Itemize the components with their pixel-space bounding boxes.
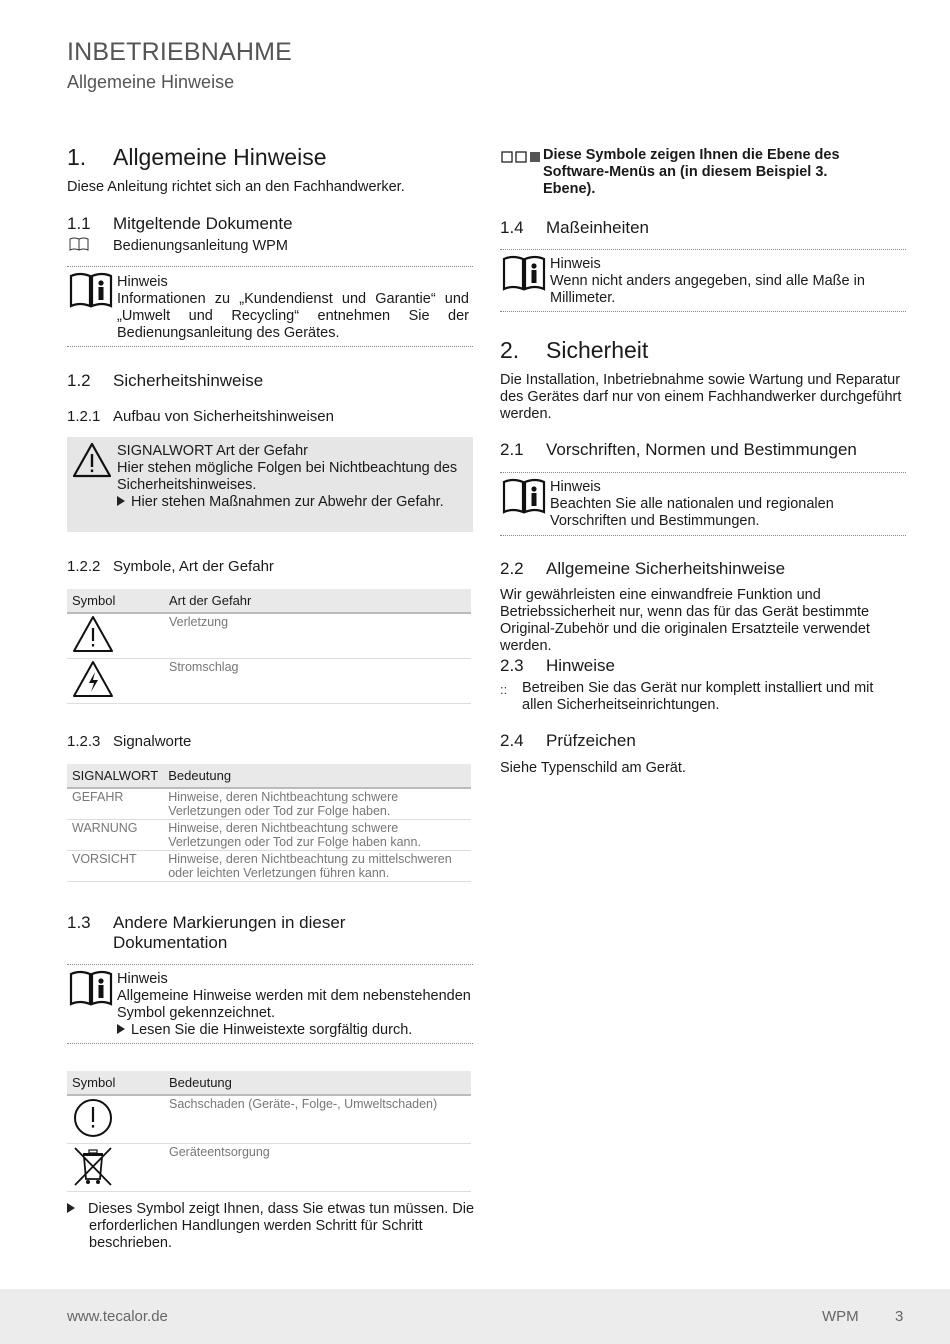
divider bbox=[500, 535, 906, 536]
section-2-heading bbox=[500, 337, 648, 364]
hint-box bbox=[67, 270, 473, 342]
divider bbox=[67, 346, 473, 347]
menu-level-note: Diese Symbole zeigen Ihnen die Ebene des Software-Menüs an (in diesem Beispiel 3. Ebene). bbox=[543, 147, 840, 197]
section-number: 2. bbox=[500, 337, 520, 363]
table-header: SIGNALWORT bbox=[67, 764, 163, 788]
exclamation-circle-icon bbox=[72, 1128, 114, 1142]
section-number: 1.2.2 bbox=[67, 558, 101, 575]
signal-meaning: Hinweise, deren Nichtbeachtung schwere Verletzungen oder Tod zur Folge haben kann. bbox=[163, 820, 471, 851]
section-number: 2.4 bbox=[500, 731, 524, 750]
info-book-icon bbox=[69, 970, 113, 1011]
action-arrow-icon bbox=[117, 1024, 125, 1034]
book-icon bbox=[69, 237, 89, 256]
symbol-meaning: Sachschaden (Geräte-, Folge-, Umweltschaden) bbox=[164, 1095, 471, 1144]
hint-box bbox=[500, 476, 906, 531]
section-2-1-heading bbox=[500, 440, 857, 460]
footer-url: www.tecalor.de bbox=[67, 1308, 168, 1325]
action-text: Hier stehen Maßnahmen zur Abwehr der Gefahr. bbox=[131, 494, 444, 510]
section-1-2-2-heading bbox=[67, 558, 274, 575]
table-row bbox=[67, 851, 471, 882]
info-book-icon bbox=[69, 272, 113, 313]
safety-warning-box bbox=[67, 437, 473, 532]
warning-triangle-icon bbox=[72, 442, 112, 483]
section-1-2-3-heading bbox=[67, 733, 191, 750]
section-2-text: Die Installation, Inbetriebnahme sowie Wartung und Reparatur des Gerätes darf nur von einem Fachhandwerker durchgeführt werden. bbox=[500, 372, 902, 422]
section-number: 2.1 bbox=[500, 440, 524, 459]
section-1-heading bbox=[67, 144, 327, 171]
action-arrow-icon bbox=[67, 1203, 75, 1213]
hint-text: Informationen zu „Kundendienst und Garantie“ und „Umwelt und Recycling“ entnehmen Sie der Bedienungsanleitung des Gerätes. bbox=[117, 291, 469, 341]
section-title: Vorschriften, Normen und Bestimmungen bbox=[546, 440, 857, 459]
section-number: 2.3 bbox=[500, 656, 524, 675]
section-number: 1. bbox=[67, 144, 87, 170]
table-header: Symbol bbox=[67, 1071, 164, 1095]
section-title: Andere Markierungen in dieser bbox=[113, 913, 346, 932]
section-title: Sicherheit bbox=[546, 337, 649, 363]
divider bbox=[500, 311, 906, 312]
info-book-icon bbox=[502, 478, 546, 519]
signal-word-table bbox=[67, 764, 471, 882]
page-footer bbox=[0, 1289, 950, 1344]
signal-word-line: SIGNALWORT Art der Gefahr bbox=[117, 443, 308, 459]
section-1-1-heading bbox=[67, 214, 293, 234]
electric-shock-icon bbox=[72, 687, 114, 701]
list-bullet-icon: :: bbox=[500, 682, 508, 697]
hint-text: Allgemeine Hinweise werden mit dem nebenstehenden Symbol gekennzeichnet. bbox=[117, 988, 471, 1021]
signal-word: GEFAHR bbox=[67, 788, 163, 820]
divider bbox=[67, 266, 473, 267]
menu-level-icons bbox=[501, 150, 541, 168]
hint-title: Hinweis bbox=[550, 479, 601, 495]
action-symbol-note bbox=[67, 1201, 489, 1252]
table-row bbox=[67, 1095, 471, 1144]
warning-triangle-icon bbox=[72, 642, 114, 656]
divider bbox=[500, 472, 906, 473]
referenced-document: Bedienungsanleitung WPM bbox=[113, 238, 288, 254]
hint-title: Hinweis bbox=[117, 971, 168, 987]
section-1-text: Diese Anleitung richtet sich an den Fachhandwerker. bbox=[67, 179, 405, 195]
table-header: Symbol bbox=[67, 589, 164, 613]
section-title: Mitgeltende Dokumente bbox=[113, 214, 293, 233]
section-title: Aufbau von Sicherheitshinweisen bbox=[113, 408, 334, 425]
table-row bbox=[67, 613, 471, 658]
action-note-text: Dieses Symbol zeigt Ihnen, dass Sie etwas tun müssen. Die erforderlichen Handlungen werden Schritt für Schritt beschrieben. bbox=[88, 1201, 475, 1251]
page-header-subtitle: Allgemeine Hinweise bbox=[67, 72, 235, 92]
hint-box bbox=[67, 968, 473, 1040]
page-number: 3 bbox=[895, 1308, 904, 1325]
section-2-3-item: Betreiben Sie das Gerät nur komplett installiert und mit allen Sicherheitseinrichtungen. bbox=[522, 680, 874, 713]
action-arrow-icon bbox=[117, 496, 125, 506]
hint-title: Hinweis bbox=[117, 274, 168, 290]
crossed-bin-disposal-icon bbox=[72, 1176, 114, 1190]
table-header: Art der Gefahr bbox=[164, 589, 471, 613]
section-1-2-1-heading bbox=[67, 408, 334, 425]
section-1-2-heading bbox=[67, 371, 263, 391]
section-title: Dokumentation bbox=[113, 933, 228, 952]
section-title: Signalworte bbox=[113, 733, 192, 750]
footer-product: WPM bbox=[822, 1308, 859, 1325]
section-number: 1.1 bbox=[67, 214, 91, 233]
hint-title: Hinweis bbox=[550, 256, 601, 272]
table-header: Bedeutung bbox=[164, 1071, 471, 1095]
section-2-3-heading bbox=[500, 656, 615, 676]
section-2-4-heading bbox=[500, 731, 636, 751]
section-1-4-heading bbox=[500, 218, 649, 238]
action-text: Lesen Sie die Hinweistexte sorgfältig durch. bbox=[131, 1022, 413, 1038]
section-number: 1.2 bbox=[67, 371, 91, 390]
hint-text: Beachten Sie alle nationalen und regionalen Vorschriften und Bestimmungen. bbox=[550, 496, 834, 529]
table-row bbox=[67, 1144, 471, 1192]
hint-text: Wenn nicht anders angegeben, sind alle Maße in Millimeter. bbox=[550, 273, 865, 306]
table-row bbox=[67, 658, 471, 703]
section-title: Hinweise bbox=[546, 656, 615, 675]
hint-box bbox=[500, 253, 906, 308]
section-number: 2.2 bbox=[500, 559, 524, 578]
page-header-title: INBETRIEBNAHME bbox=[67, 38, 293, 66]
signal-meaning: Hinweise, deren Nichtbeachtung zu mittelschweren oder leichten Verletzungen führen kann. bbox=[163, 851, 471, 882]
section-title: Prüfzeichen bbox=[546, 731, 636, 750]
section-2-2-heading bbox=[500, 559, 785, 579]
hazard-type: Stromschlag bbox=[164, 658, 471, 703]
table-header: Bedeutung bbox=[163, 764, 471, 788]
signal-word: VORSICHT bbox=[67, 851, 163, 882]
hazard-type: Verletzung bbox=[164, 613, 471, 658]
section-title: Allgemeine Hinweise bbox=[113, 144, 327, 170]
section-1-3-heading bbox=[67, 913, 345, 953]
divider bbox=[500, 249, 906, 250]
section-number: 1.2.3 bbox=[67, 733, 101, 750]
other-symbols-table bbox=[67, 1071, 471, 1192]
divider bbox=[67, 964, 473, 965]
divider bbox=[67, 1043, 473, 1044]
section-title: Maßeinheiten bbox=[546, 218, 650, 237]
section-title: Allgemeine Sicherheitshinweise bbox=[546, 559, 786, 578]
symbol-meaning: Geräteentsorgung bbox=[164, 1144, 471, 1192]
section-title: Sicherheitshinweise bbox=[113, 371, 264, 390]
section-title: Symbole, Art der Gefahr bbox=[113, 558, 274, 575]
section-number: 1.4 bbox=[500, 218, 524, 237]
section-2-4-text: Siehe Typenschild am Gerät. bbox=[500, 760, 686, 776]
signal-meaning: Hinweise, deren Nichtbeachtung schwere Verletzungen oder Tod zur Folge haben. bbox=[163, 788, 471, 820]
table-row bbox=[67, 820, 471, 851]
info-book-icon bbox=[502, 255, 546, 296]
section-number: 1.3 bbox=[67, 913, 91, 932]
consequence-text: Hier stehen mögliche Folgen bei Nichtbeachtung des Sicherheitshinweises. bbox=[117, 460, 458, 493]
table-row bbox=[67, 788, 471, 820]
section-number: 1.2.1 bbox=[67, 408, 101, 425]
signal-word: WARNUNG bbox=[67, 820, 163, 851]
hazard-symbol-table bbox=[67, 589, 471, 704]
section-2-2-text: Wir gewährleisten eine einwandfreie Funktion und Betriebssicherheit nur, wenn das für das Gerät bestimmte Original-Zubehör und die originalen Ersatzteile verwendet werden. bbox=[500, 587, 870, 654]
